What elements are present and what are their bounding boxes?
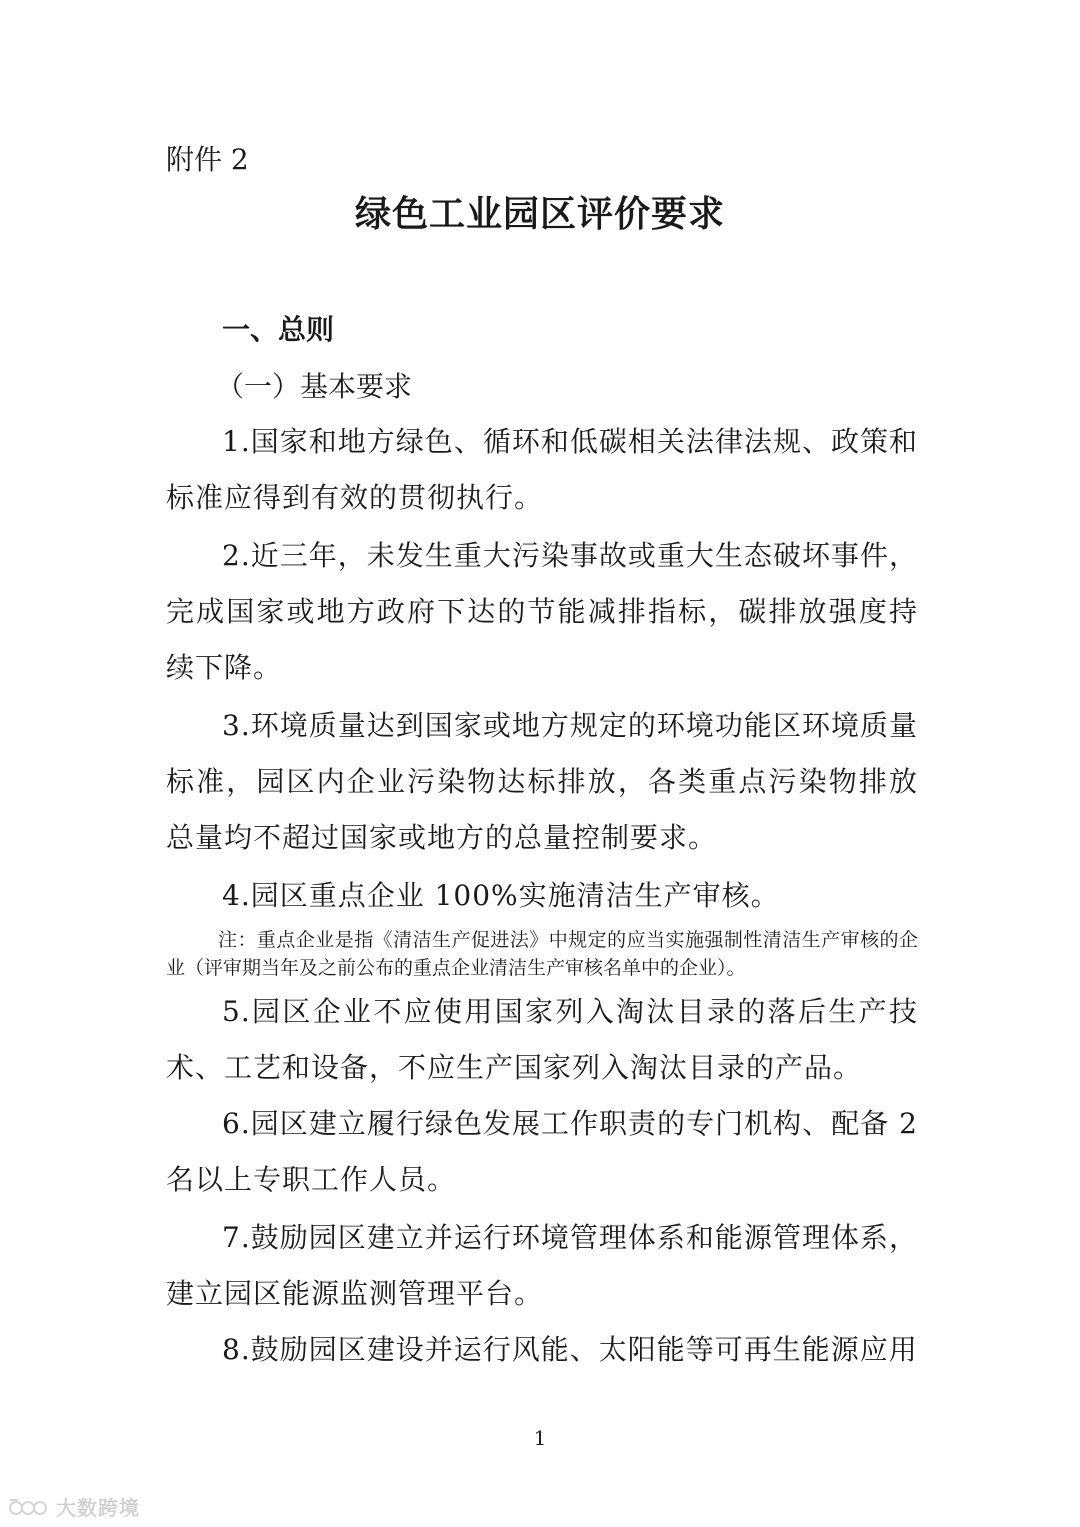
paragraph-item-2: 2.近三年，未发生重大污染事故或重大生态破坏事件，完成国家或地方政府下达的节能减排指标，碳排放强度持续下降。 [166,539,918,684]
paragraph-item-1: 1.国家和地方绿色、循环和低碳相关法律法规、政策和标准应得到有效的贯彻执行。 [166,425,918,514]
document-title: 绿色工业园区评价要求 [354,193,725,235]
sub-heading: （一）基本要求 [216,370,413,403]
page-number: 1 [533,1426,547,1450]
paragraph-item-4: 4.园区重点企业 100%实施清洁生产审核。 [222,879,780,912]
paragraph-item-8: 8.鼓励园区建设并运行风能、太阳能等可再生能源应用 [222,1333,918,1366]
watermark-text: 大数跨境 [56,1496,140,1520]
paragraph-item-6: 6.园区建立履行绿色发展工作职责的专门机构、配备 2 名以上专职工作人员。 [166,1107,918,1196]
footnote-note: 注：重点企业是指《清洁生产促进法》中规定的应当实施强制性清洁生产审核的企业（评审期当年及之前公布的重点企业清洁生产审核名单中的企业）。 [166,929,918,979]
attachment-label: 附件 2 [166,143,249,176]
watermark [8,1492,140,1521]
paragraph-item-3: 3.环境质量达到国家或地方规定的环境功能区环境质量标准，园区内企业污染物达标排放，各类重点污染物排放总量均不超过国家或地方的总量控制要求。 [166,709,918,854]
paragraph-item-5: 5.园区企业不应使用国家列入淘汰目录的落后生产技术、工艺和设备，不应生产国家列入淘汰目录的产品。 [166,995,918,1084]
section-heading: 一、总则 [222,313,335,346]
dashuju-logo-icon [8,1496,50,1518]
paragraph-item-7: 7.鼓励园区建立并运行环境管理体系和能源管理体系，建立园区能源监测管理平台。 [166,1221,918,1310]
